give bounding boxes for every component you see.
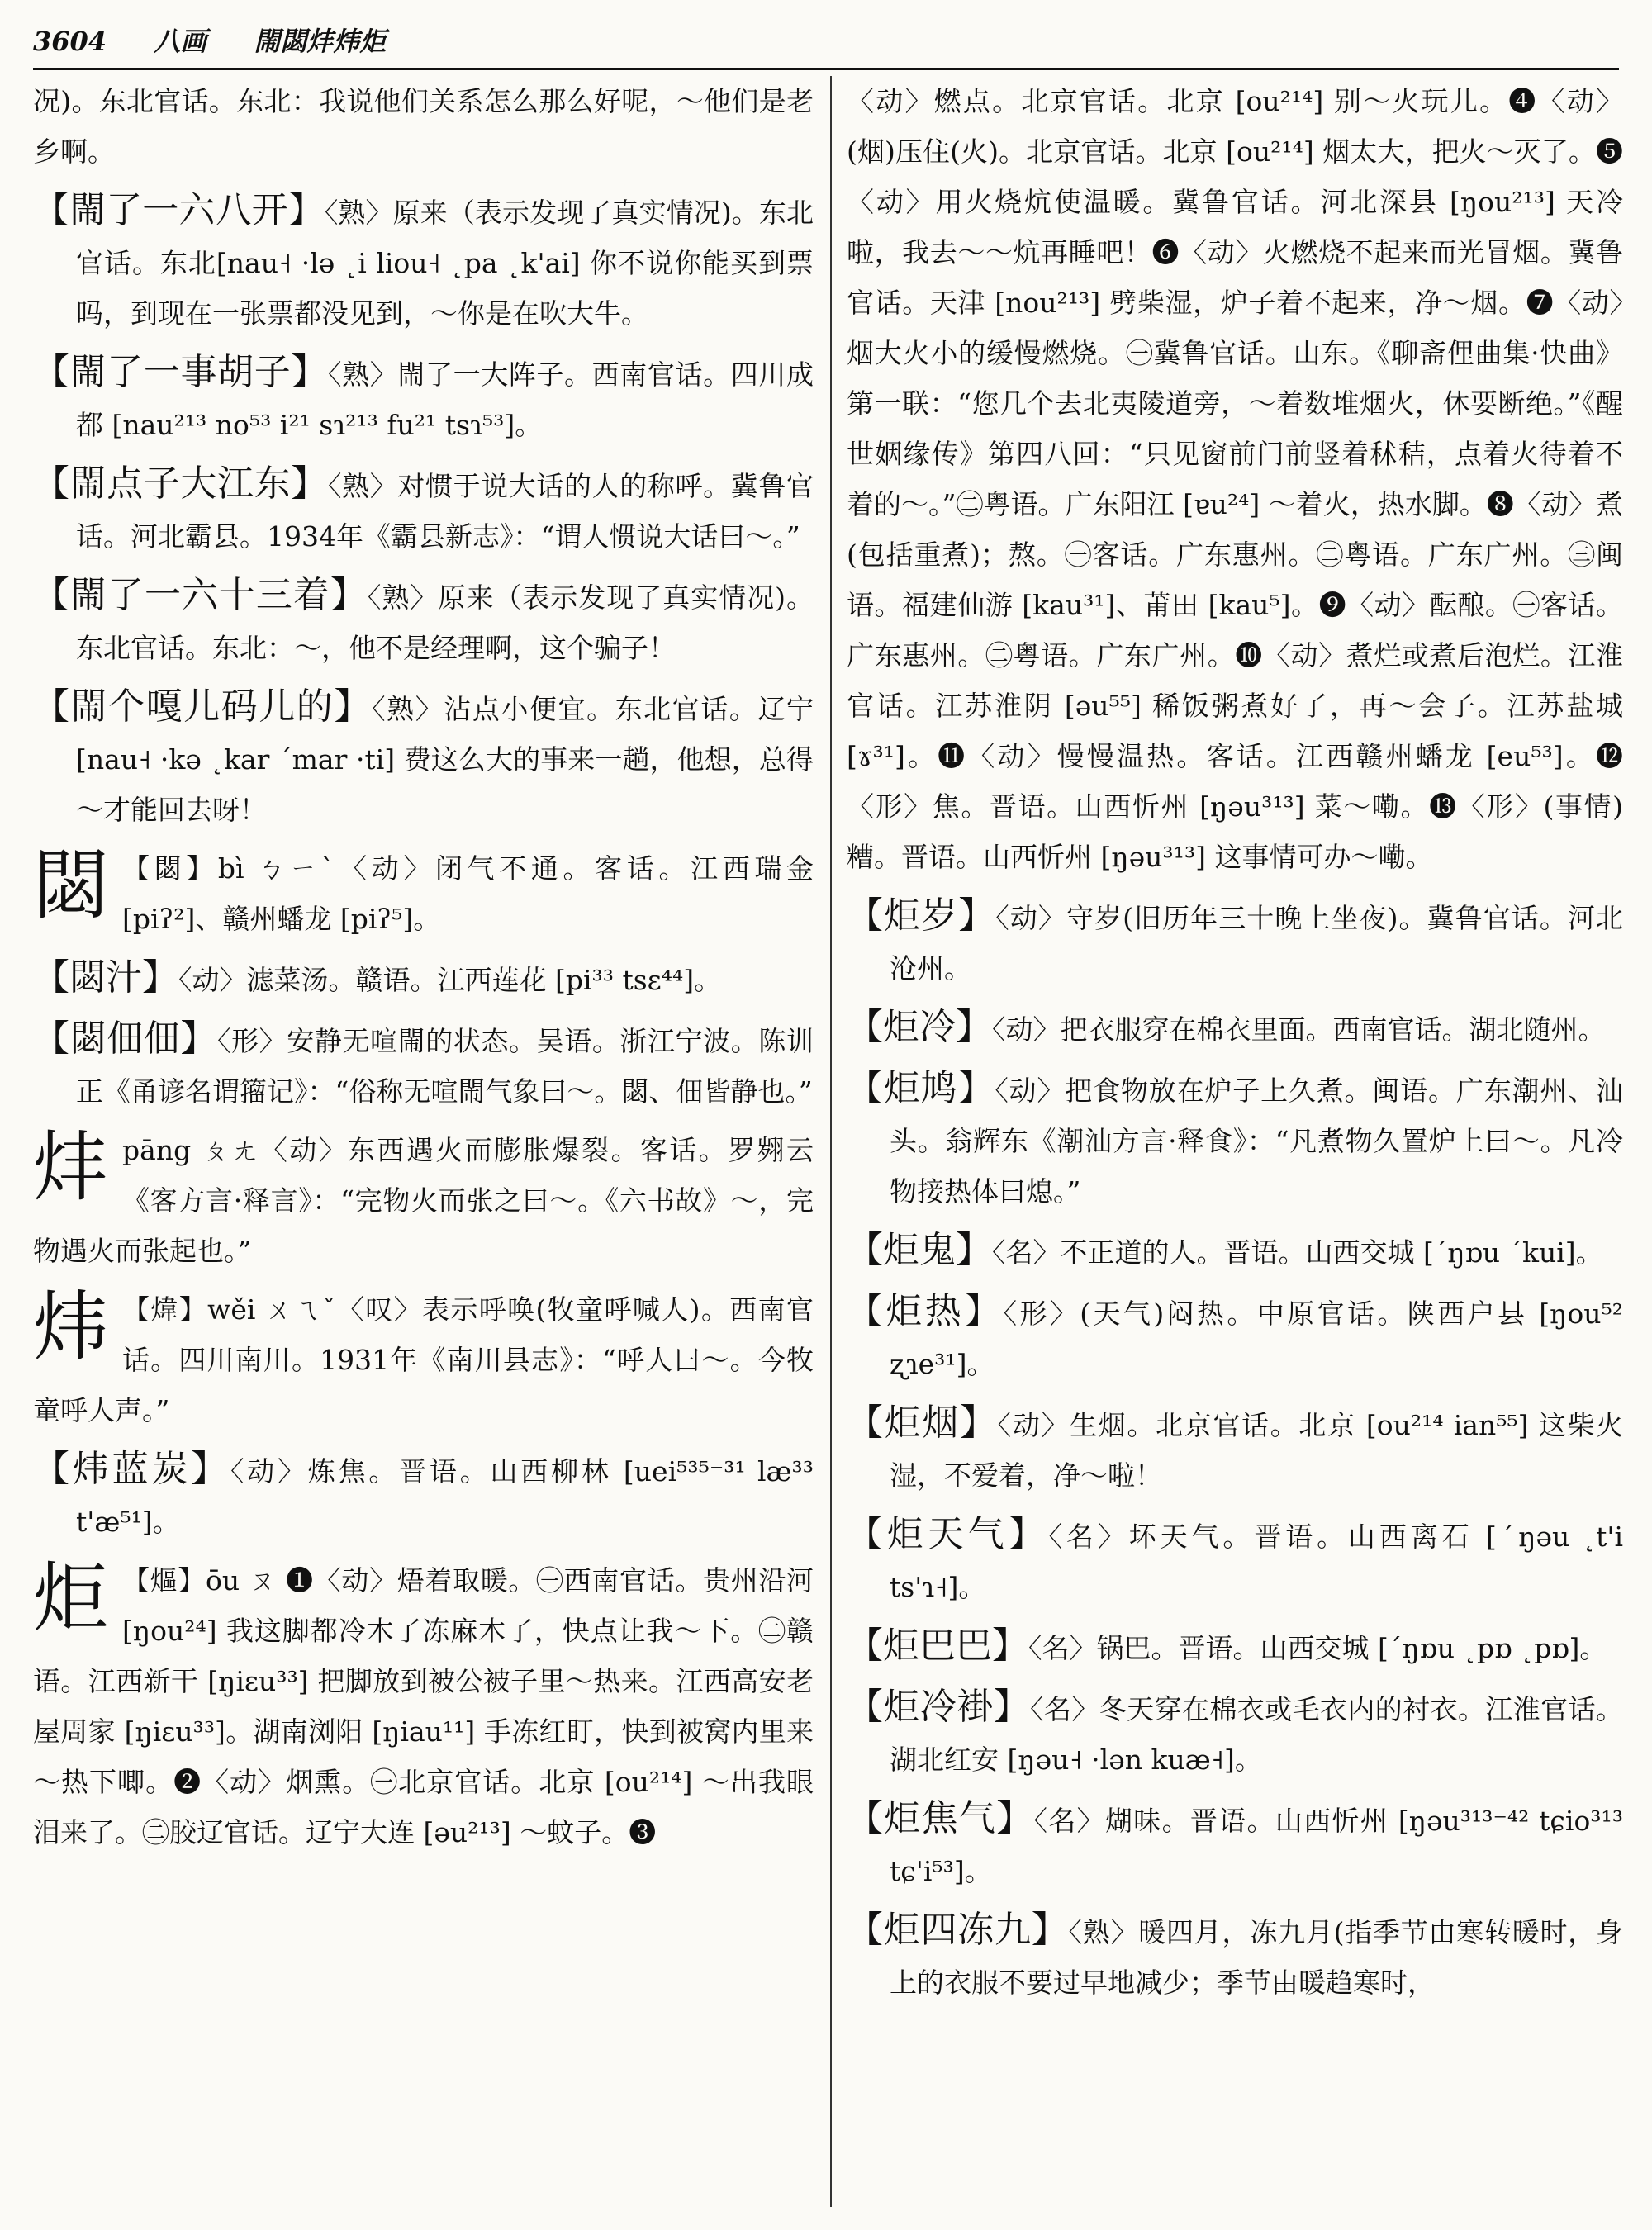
entry-headword: 【炬鸠】: [847, 1067, 995, 1109]
dictionary-entry: [847, 1509, 1623, 1612]
left-column: [33, 76, 814, 2207]
entry-text: 【煒】wěi ㄨㄟˇ〈叹〉表示呼唤(牧童呼喊人)。西南官话。四川南川。1931年《南川县志》：“呼人曰～。今牧童呼人声。”: [33, 1293, 814, 1426]
dictionary-entry: [847, 1225, 1623, 1278]
column-divider: [830, 76, 832, 2207]
dictionary-entry: [847, 1682, 1623, 1785]
right-column: [847, 76, 1623, 2207]
entry-character: 閟: [33, 842, 110, 930]
dictionary-entry: [33, 570, 814, 673]
entry-text: 〈动〉滤菜汤。赣语。江西莲花 [pi³³ tsɛ⁴⁴]。: [178, 964, 722, 996]
dictionary-entry: [33, 185, 814, 339]
entry-headword: 【炬焦气】: [847, 1797, 1034, 1839]
dictionary-entry: [33, 458, 814, 562]
entry-headword: 【閟汁】: [33, 956, 178, 999]
entry-headword: 【炜蓝炭】: [33, 1448, 230, 1490]
entry-text: 【閟】bì ㄅㄧˋ〈动〉闭气不通。客话。江西瑞金 [piʔ²]、赣州蟠龙 [piʔ⁵]。: [122, 852, 814, 935]
entry-headword: 【炬冷褂】: [847, 1686, 1031, 1728]
entry-headword: 【炬冷】: [847, 1006, 992, 1048]
entry-headword: 【炬鬼】: [847, 1229, 992, 1271]
entry-headword: 【炬天气】: [847, 1513, 1049, 1555]
dictionary-entry: [847, 1397, 1623, 1501]
entry-character: 炜: [33, 1283, 110, 1371]
entry-headword: 【閙个嘎儿码儿的】: [33, 686, 373, 728]
entry-text: pāng ㄆㄤ〈动〉东西遇火而膨胀爆裂。客话。罗翙云《客方言·释言》：“完物火而张之曰～。《六书故》～，完物遇火而张起也。”: [33, 1134, 814, 1267]
dictionary-entry: [33, 1284, 814, 1435]
entry-headword: 【閙了一六十三着】: [33, 574, 368, 616]
dictionary-entry: [33, 681, 814, 835]
dictionary-entry: [847, 1905, 1623, 2008]
entry-text: 〈动〉把食物放在炉子上久煮。闽语。广东潮州、汕头。翁辉东《潮汕方言·释食》：“凡煮物久置炉上曰～。凡冷物接热体曰熄。”: [890, 1075, 1623, 1208]
entry-headword: 【炬四冻九】: [847, 1909, 1069, 1951]
dictionary-entry: [33, 1125, 814, 1276]
entry-headword: 【炬巴巴】: [847, 1625, 1028, 1667]
entry-text: 〈名〉煳味。晋语。山西忻州 [ŋəu³¹³⁻⁴² tɕio³¹³ tɕ'i⁵³]。: [890, 1805, 1623, 1887]
dictionary-entry: [33, 76, 814, 177]
dictionary-entry: [33, 347, 814, 450]
entry-text: 【熰】ōu ㄡ ❶〈动〉焐着取暖。㊀西南官话。贵州沿河 [ŋou²⁴] 我这脚都冷木了冻麻木了，快点让我～下。㊁赣语。江西新干 [ŋiɛu³³] 把脚放到被公被子里～热来。江西高安老屋周家 [ŋiɛu³³]。湖南浏阳 [ŋiau¹¹] 手冻红盯，快到被窝内里来～热下唧。❷〈动〉烟熏。㊀北京官话。北京 [ou²¹⁴] ～出我眼泪来了。㊁胶辽官话。辽宁大连 [əu²¹³] ～蚊子。❸: [33, 1564, 814, 1848]
dictionary-entry: [33, 843, 814, 944]
dictionary-entry: [847, 1286, 1623, 1389]
dictionary-entry: [847, 76, 1623, 882]
entry-text: 〈熟〉暖四月，冻九月(指季节由寒转暖时，身上的衣服不要过早地减少；季节由暖趋寒时，: [890, 1916, 1623, 1999]
dictionary-entry: [33, 1013, 814, 1117]
entry-headword: 【閙点子大江东】: [33, 463, 328, 505]
entry-text: 〈动〉生烟。北京官话。北京 [ou²¹⁴ ian⁵⁵] 这柴火湿，不爱着，净～啦！: [890, 1409, 1623, 1492]
entry-headword: 【閙了一事胡子】: [33, 351, 328, 393]
entry-text: 〈名〉锅巴。晋语。山西交城 [ˊŋɒu ˛pɒ ˛pɒ]。: [1028, 1632, 1607, 1664]
entry-text: 〈名〉不正道的人。晋语。山西交城 [ˊŋɒu ˊkui]。: [992, 1236, 1603, 1269]
entry-headword: 【炬烟】: [847, 1402, 998, 1444]
page-header: [33, 17, 1619, 66]
entry-headword: 【炬热】: [847, 1290, 1004, 1332]
entry-text: 〈熟〉閙了一大阵子。西南官话。四川成都 [nau²¹³ no⁵³ i²¹ sɿ²¹³ fu²¹ tsɿ⁵³]。: [76, 358, 814, 441]
dictionary-entry: [33, 1555, 814, 1858]
entry-character: 炐: [33, 1123, 110, 1212]
dictionary-entry: [847, 1063, 1623, 1217]
entry-headword: 【閟佃佃】: [33, 1018, 217, 1060]
entry-text: 〈形〉安静无喧閙的状态。吴语。浙江宁波。陈训正《甬谚名谓籀记》：“俗称无喧閙气象曰～。閟、佃皆静也。”: [76, 1025, 814, 1108]
entry-text: 〈熟〉原来（表示发现了真实情况)。东北官话。东北：～，他不是经理啊，这个骗子！: [76, 581, 814, 664]
entry-text: 〈动〉燃点。北京官话。北京 [ou²¹⁴] 别～火玩儿。❹〈动〉(烟)压住(火)。北京官话。北京 [ou²¹⁴] 烟太大，把火～灭了。❺〈动〉用火烧炕使温暖。冀鲁官话。河北深县 [ŋou²¹³] 天冷啦，我去～～炕再睡吧！❻〈动〉火燃烧不起来而光冒烟。冀鲁官话。天津 [nou²¹³] 劈柴湿，炉子着不起来，净～烟。❼〈动〉烟大火小的缓慢燃烧。㊀冀鲁官话。山东。《聊斋俚曲集·快曲》第一联：“您几个去北夷陵道旁，～着数堆烟火，休要断绝。”《醒世姻缘传》第四八回：“只见窗前门前竖着秫秸，点着火待着不着的～。”㊁粤语。广东阳江 [ɐu²⁴] ～着火，热水脚。❽〈动〉煮(包括重煮)；熬。㊀客话。广东惠州。㊁粤语。广东广州。㊂闽语。福建仙游 [kau³¹]、莆田 [kau⁵]。❾〈动〉酝酿。㊀客话。广东惠州。㊁粤语。广东广州。❿〈动〉煮烂或煮后泡烂。江淮官话。江苏淮阴 [əu⁵⁵] 稀饭粥煮好了，再～会子。江苏盐城 [ɤ³¹]。⓫〈动〉慢慢温热。客话。江西赣州蟠龙 [eu⁵³]。⓬〈形〉焦。晋语。山西忻州 [ŋəu³¹³] 菜～嘞。⓭〈形〉(事情)糟。晋语。山西忻州 [ŋəu³¹³] 这事情可办～嘞。: [847, 85, 1623, 873]
entry-text: 〈形〉(天气)闷热。中原官话。陕西户县 [ŋou⁵² ʐɿe³¹]。: [890, 1298, 1623, 1380]
section-label: 八画: [154, 26, 207, 57]
entry-text: 〈熟〉原来（表示发现了真实情况)。东北官话。东北[nau˧ ·lə ˛i liou˧ ˛pa ˛k'ai] 你不说你能买到票吗，到现在一张票都没见到，～你是在吹大牛。: [76, 197, 814, 330]
entry-text: 〈名〉冬天穿在棉衣或毛衣内的衬衣。江淮官话。湖北红安 [ŋəu˧ ·lən kuæ˧]。: [890, 1693, 1623, 1776]
entry-text: 〈名〉坏天气。晋语。山西离石 [ˊŋəu ˛t'i ts'ɿ˧]。: [890, 1521, 1623, 1603]
dictionary-entry: [847, 890, 1623, 994]
page-number: 3604: [33, 26, 107, 57]
entry-text: 〈动〉把衣服穿在棉衣里面。西南官话。湖北随州。: [992, 1013, 1606, 1046]
entry-text: 〈动〉守岁(旧历年三十晚上坐夜)。冀鲁官话。河北沧州。: [890, 902, 1623, 985]
entry-text: 〈熟〉对惯于说大话的人的称呼。冀鲁官话。河北霸县。1934年《霸县新志》：“谓人惯说大话曰～。”: [76, 470, 814, 553]
entry-headword: 【閙了一六八开】: [33, 189, 325, 231]
dictionary-entry: [847, 1793, 1623, 1896]
entry-text: 〈动〉炼焦。晋语。山西柳林 [uei⁵³⁵⁻³¹ læ³³ t'æ⁵¹]。: [76, 1455, 814, 1538]
entry-text: 〈熟〉沾点小便宜。东北官话。辽宁 [nau˧ ·kə ˛kar ˊmar ·ti] 费这么大的事来一趟，他想，总得～才能回去呀！: [76, 693, 814, 826]
entry-character: 炬: [33, 1554, 110, 1642]
entry-headword: 【炬岁】: [847, 894, 996, 937]
dictionary-entry: [847, 1002, 1623, 1055]
header-chars: 閙閟炐炜炬: [254, 26, 387, 57]
dictionary-entry: [33, 952, 814, 1005]
dictionary-entry: [847, 1620, 1623, 1673]
entry-text: 况)。东北官话。东北：我说他们关系怎么那么好呢，～他们是老乡啊。: [33, 85, 814, 168]
header-rule: [33, 68, 1619, 70]
dictionary-entry: [33, 1444, 814, 1547]
